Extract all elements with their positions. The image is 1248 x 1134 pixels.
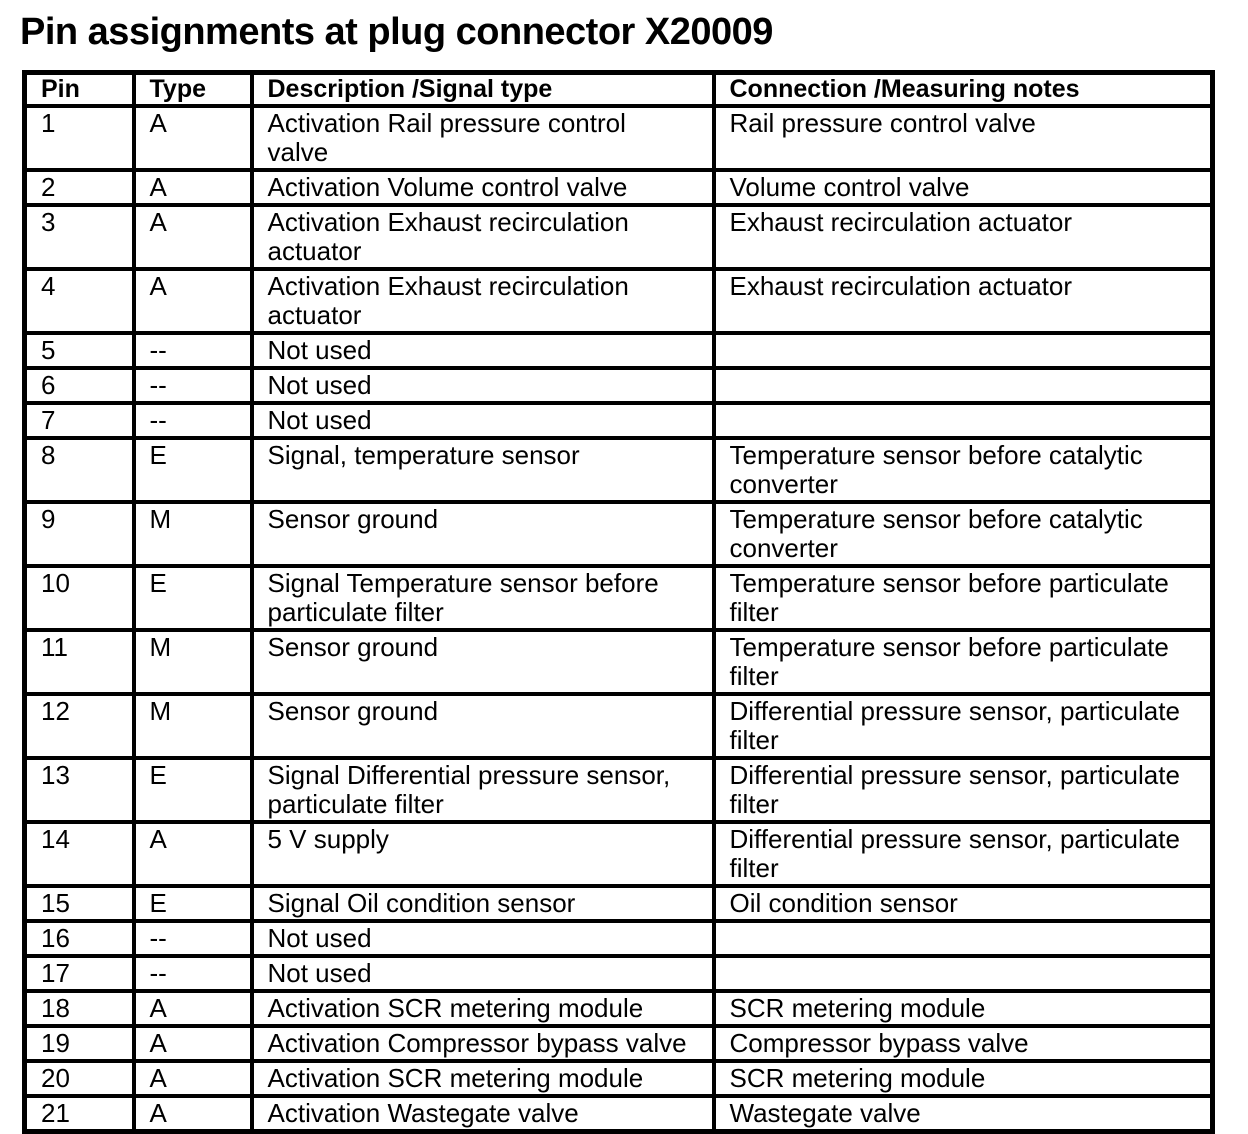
description-cell: Not used [252,333,714,368]
description-cell: Sensor ground [252,694,714,758]
type-cell: A [134,822,252,886]
type-cell: A [134,170,252,205]
pin-cell: 7 [25,403,134,438]
description-cell: Activation Compressor bypass valve [252,1026,714,1061]
connection-cell: Temperature sensor before particulate filter [714,566,1213,630]
description-cell: Activation SCR metering module [252,991,714,1026]
pin-cell: 18 [25,991,134,1026]
type-cell: E [134,438,252,502]
page-title: Pin assignments at plug connector X20009 [20,11,773,53]
pin-cell: 9 [25,502,134,566]
table-row [25,694,1213,758]
description-cell: Activation Wastegate valve [252,1096,714,1132]
table-row [25,502,1213,566]
pin-cell: 8 [25,438,134,502]
connection-cell [714,368,1213,403]
description-cell: Sensor ground [252,502,714,566]
pin-cell: 6 [25,368,134,403]
connection-cell [714,921,1213,956]
connection-cell: Temperature sensor before catalytic converter [714,502,1213,566]
connection-cell [714,956,1213,991]
description-cell: Sensor ground [252,630,714,694]
pin-cell: 12 [25,694,134,758]
connection-cell: Compressor bypass valve [714,1026,1213,1061]
description-cell: Activation Rail pressure control valve [252,106,714,170]
pin-cell: 1 [25,106,134,170]
connection-cell: Oil condition sensor [714,886,1213,921]
type-cell: A [134,1026,252,1061]
connection-cell [714,403,1213,438]
type-cell: -- [134,921,252,956]
description-cell: Signal Oil condition sensor [252,886,714,921]
pin-cell: 14 [25,822,134,886]
type-cell: M [134,694,252,758]
pin-cell: 4 [25,269,134,333]
pin-assignment-table [22,70,1215,1134]
table-row [25,170,1213,205]
description-cell: Not used [252,921,714,956]
pin-cell: 5 [25,333,134,368]
table-row [25,205,1213,269]
pin-cell: 20 [25,1061,134,1096]
table-header [25,72,1213,106]
description-cell: Activation SCR metering module [252,1061,714,1096]
pin-cell: 21 [25,1096,134,1132]
pin-cell: 10 [25,566,134,630]
pin-cell: 19 [25,1026,134,1061]
table-row [25,1061,1213,1096]
description-cell: Signal Temperature sensor before particulate filter [252,566,714,630]
table-row [25,1096,1213,1132]
type-cell: M [134,502,252,566]
description-cell: Activation Exhaust recirculation actuator [252,269,714,333]
pin-cell: 15 [25,886,134,921]
connection-cell: Exhaust recirculation actuator [714,269,1213,333]
connection-cell: Rail pressure control valve [714,106,1213,170]
table-row [25,758,1213,822]
type-cell: A [134,269,252,333]
connection-cell: Temperature sensor before catalytic converter [714,438,1213,502]
type-cell: -- [134,403,252,438]
connection-cell: Differential pressure sensor, particulate filter [714,758,1213,822]
connection-cell: Volume control valve [714,170,1213,205]
type-cell: M [134,630,252,694]
connection-cell [714,333,1213,368]
table-row [25,886,1213,921]
type-cell: -- [134,333,252,368]
type-cell: A [134,1061,252,1096]
description-cell: Not used [252,403,714,438]
description-cell: 5 V supply [252,822,714,886]
description-cell: Not used [252,368,714,403]
type-cell: E [134,758,252,822]
table-row [25,368,1213,403]
table-row [25,991,1213,1026]
pin-cell: 2 [25,170,134,205]
column-header-description: Description /Signal type [252,72,714,106]
pin-cell: 11 [25,630,134,694]
description-cell: Activation Volume control valve [252,170,714,205]
connection-cell: Exhaust recirculation actuator [714,205,1213,269]
description-cell: Signal Differential pressure sensor, particulate filter [252,758,714,822]
connection-cell: Differential pressure sensor, particulate filter [714,822,1213,886]
header-row [25,72,1213,106]
table-row [25,956,1213,991]
type-cell: A [134,205,252,269]
column-header-type: Type [134,72,252,106]
description-cell: Not used [252,956,714,991]
table-row [25,566,1213,630]
table-row [25,269,1213,333]
pin-table-body [25,106,1213,1132]
connection-cell: Differential pressure sensor, particulate filter [714,694,1213,758]
type-cell: -- [134,956,252,991]
table-row [25,333,1213,368]
connection-cell: Temperature sensor before particulate filter [714,630,1213,694]
connection-cell: SCR metering module [714,991,1213,1026]
connection-cell: SCR metering module [714,1061,1213,1096]
type-cell: E [134,566,252,630]
table-row [25,1026,1213,1061]
table-row [25,106,1213,170]
description-cell: Activation Exhaust recirculation actuator [252,205,714,269]
pin-cell: 13 [25,758,134,822]
type-cell: -- [134,368,252,403]
type-cell: E [134,886,252,921]
type-cell: A [134,106,252,170]
pin-cell: 16 [25,921,134,956]
table-row [25,630,1213,694]
column-header-pin: Pin [25,72,134,106]
table-row [25,438,1213,502]
description-cell: Signal, temperature sensor [252,438,714,502]
table-row [25,403,1213,438]
column-header-connection: Connection /Measuring notes [714,72,1213,106]
type-cell: A [134,1096,252,1132]
pin-cell: 17 [25,956,134,991]
type-cell: A [134,991,252,1026]
pin-cell: 3 [25,205,134,269]
connection-cell: Wastegate valve [714,1096,1213,1132]
table-row [25,921,1213,956]
table-row [25,822,1213,886]
